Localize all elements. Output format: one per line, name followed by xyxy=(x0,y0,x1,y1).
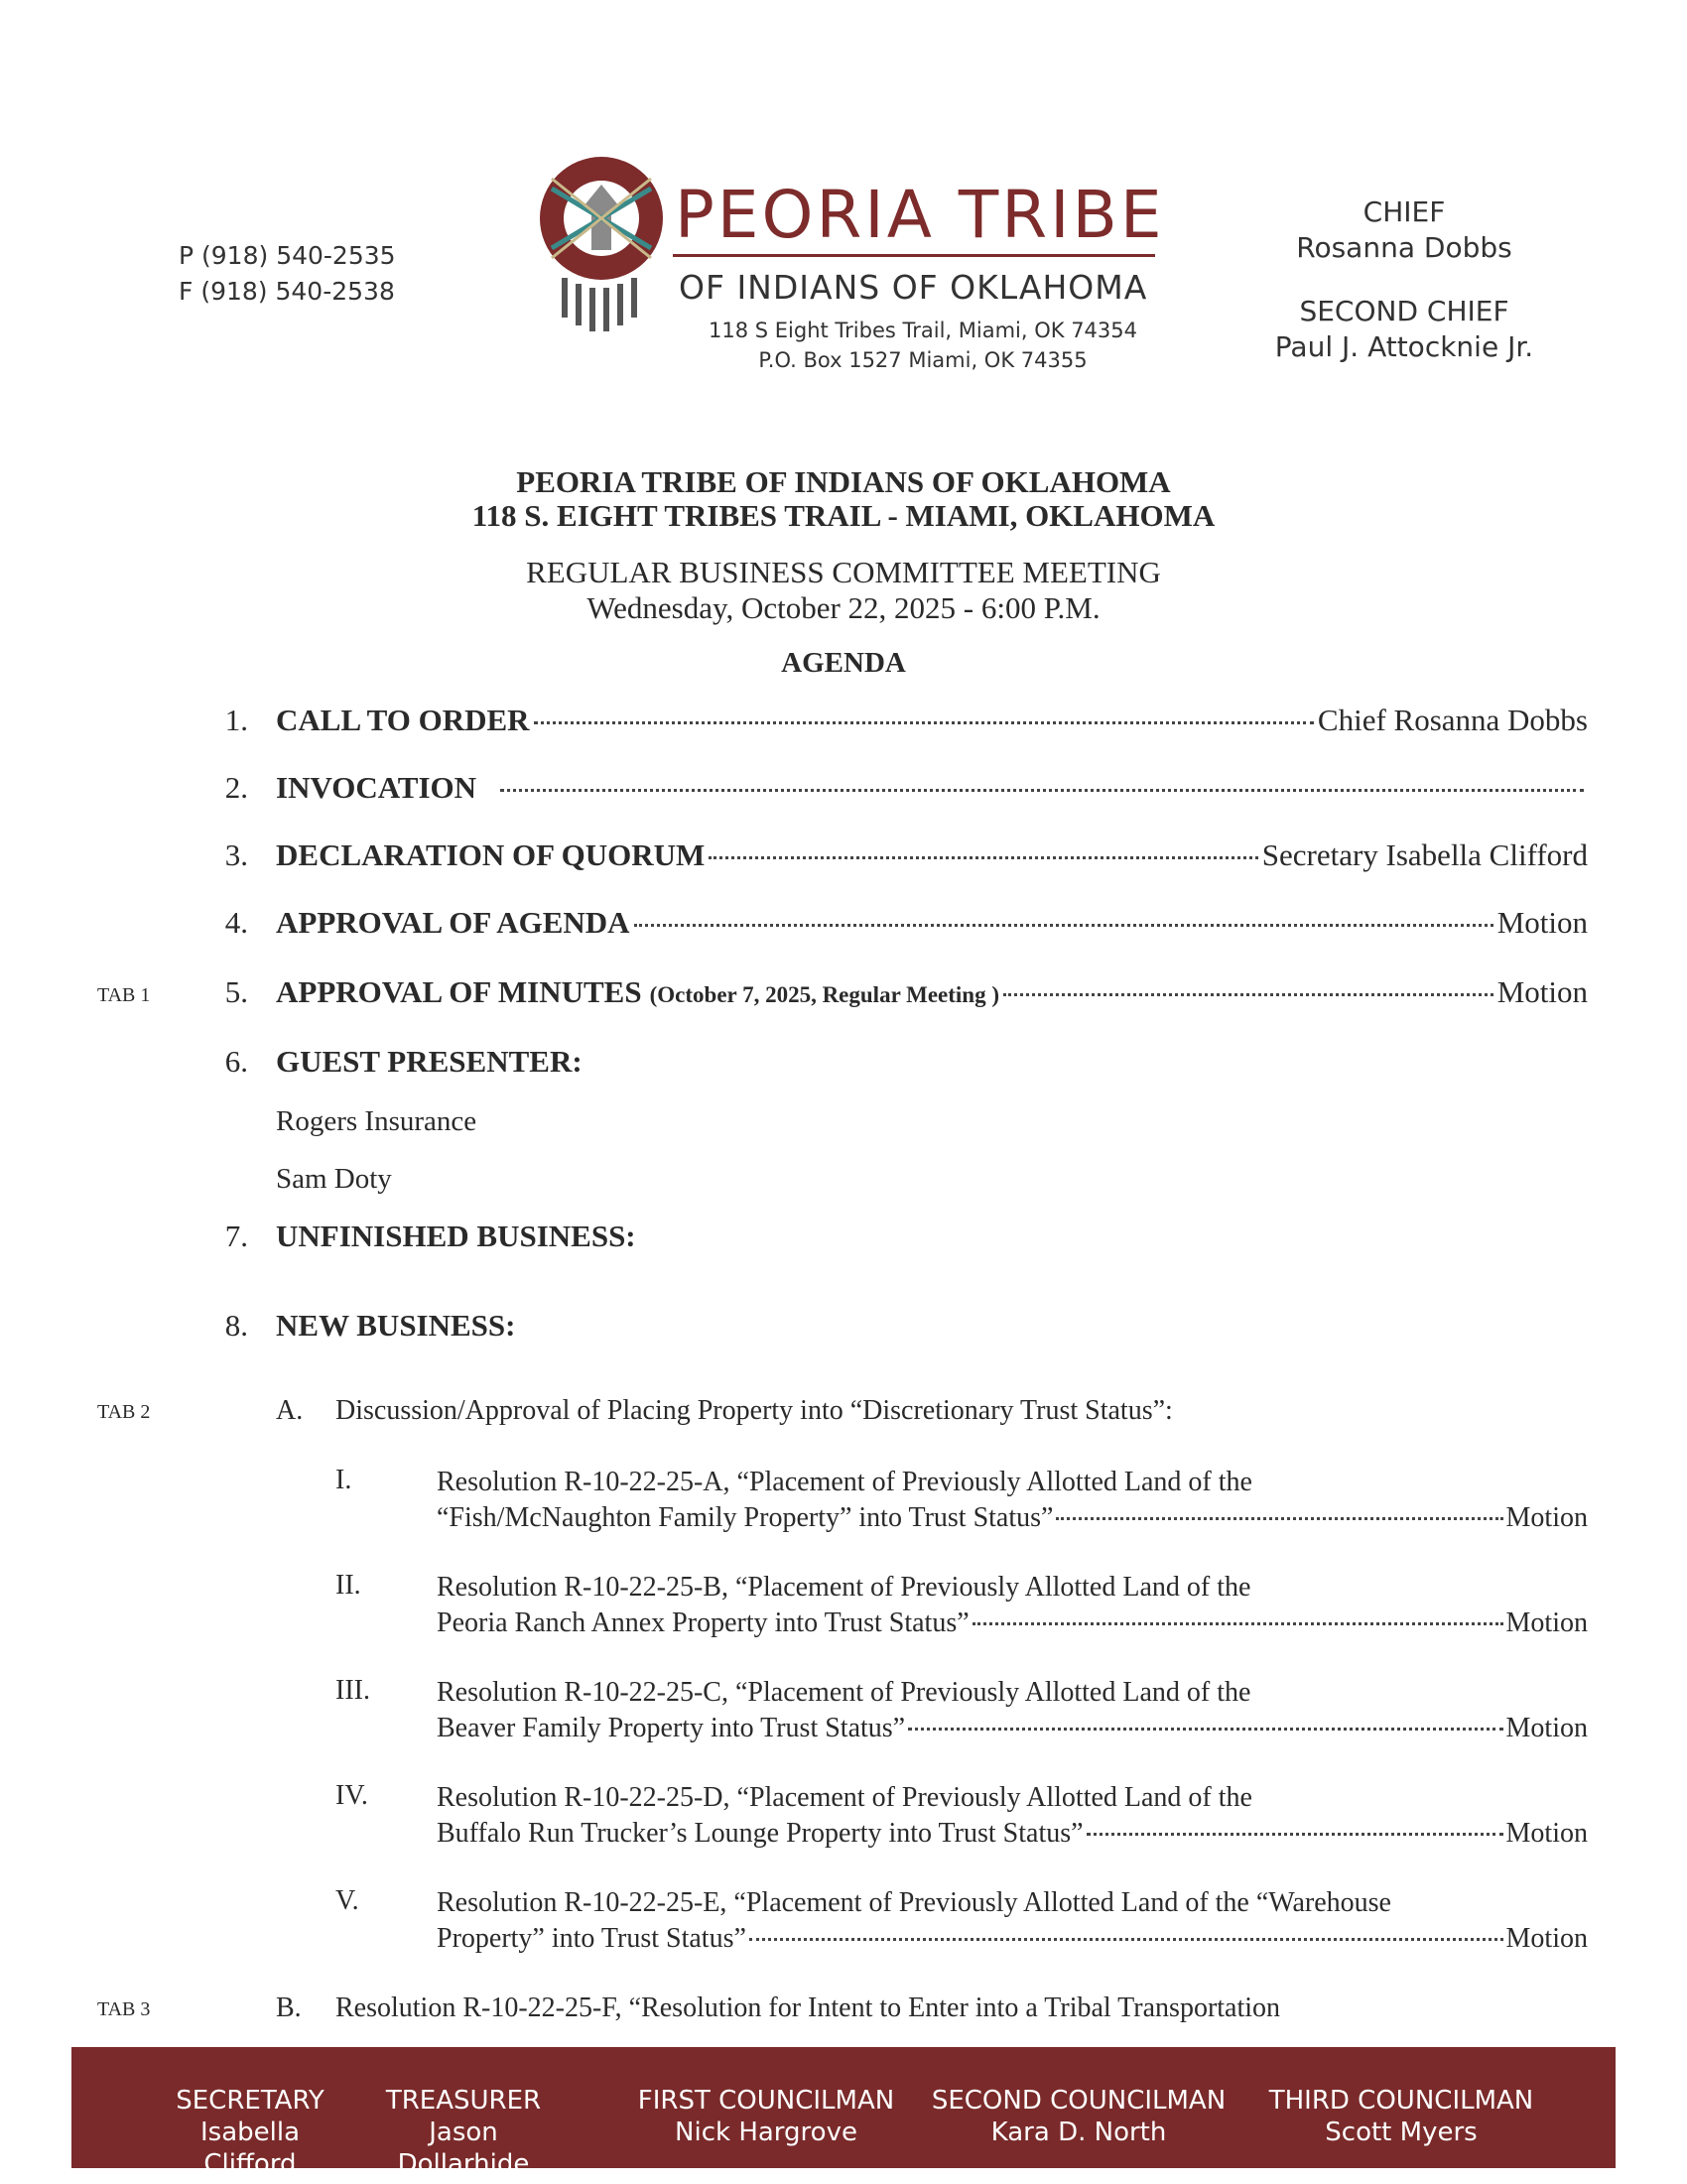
address-heading: 118 S. EIGHT TRIBES TRAIL - MIAMI, OKLAHOMA xyxy=(471,498,1216,533)
resolution-line1: Resolution R-10-22-25-A, “Placement of Previously Allotted Land of the xyxy=(437,1467,1252,1497)
po-box: P.O. Box 1527 Miami, OK 74355 xyxy=(758,348,1088,372)
leader-dots xyxy=(709,856,1257,859)
second-chief-title: SECOND CHIEF xyxy=(1299,295,1509,327)
item-presenter: Secretary Isabella Clifford xyxy=(1261,837,1588,872)
fax-number: F (918) 540-2538 xyxy=(179,277,395,306)
roman-numeral: II. xyxy=(335,1570,361,1601)
leader-dots xyxy=(908,1728,1502,1731)
guest-presenter: Rogers Insurance xyxy=(276,1105,477,1137)
tab-marker: TAB 2 xyxy=(97,1401,151,1423)
guest-presenter: Sam Doty xyxy=(276,1163,392,1195)
resolution-line1: Resolution R-10-22-25-D, “Placement of Previously Allotted Land of the xyxy=(437,1782,1252,1813)
leader-dots xyxy=(500,789,1584,792)
resolution-line2-row xyxy=(437,1500,1588,1536)
resolution-item xyxy=(437,1465,1588,1536)
roman-numeral: I. xyxy=(335,1465,352,1495)
officer-title: TREASURER xyxy=(385,2086,542,2116)
item-label: GUEST PRESENTER: xyxy=(276,1044,583,1079)
agenda-item xyxy=(198,905,1588,949)
sub-item-text: Discussion/Approval of Placing Property into “Discretionary Trust Status”: xyxy=(335,1395,1173,1426)
item-number: 8. xyxy=(224,1308,248,1343)
item-label: NEW BUSINESS: xyxy=(276,1308,516,1343)
item-row xyxy=(276,703,1588,738)
resolution-action: Motion xyxy=(1505,1818,1588,1849)
leader-dots xyxy=(973,1622,1503,1625)
roman-numeral: V. xyxy=(335,1885,359,1916)
item-note: (October 7, 2025, Regular Meeting ) xyxy=(649,982,999,1007)
officer-name: Kara D. North xyxy=(990,2118,1167,2147)
resolution-action: Motion xyxy=(1505,1502,1588,1533)
sub-letter: A. xyxy=(276,1395,304,1426)
street-address: 118 S Eight Tribes Trail, Miami, OK 74354 xyxy=(709,319,1137,342)
officer-title: THIRD COUNCILMAN xyxy=(1268,2086,1534,2116)
org-heading: PEORIA TRIBE OF INDIANS OF OKLAHOMA xyxy=(516,464,1171,499)
contact-numbers xyxy=(179,238,396,310)
item-presenter: Chief Rosanna Dobbs xyxy=(1317,703,1588,737)
footer-officer xyxy=(915,2085,1242,2148)
item-number: 4. xyxy=(224,905,248,940)
tab-marker: TAB 1 xyxy=(97,984,151,1006)
resolution-item xyxy=(437,1780,1588,1852)
council-footer xyxy=(71,2047,1616,2179)
item-number: 1. xyxy=(224,703,248,737)
sub-letter: B. xyxy=(276,1992,302,2023)
resolution-action: Motion xyxy=(1505,1923,1588,1954)
chief-name: Rosanna Dobbs xyxy=(1296,231,1512,264)
phone-number: P (918) 540-2535 xyxy=(179,241,396,270)
resolution-line2-row xyxy=(437,1711,1588,1746)
roman-numeral: IV. xyxy=(335,1780,368,1811)
item-number: 3. xyxy=(224,837,248,872)
officer-name: Isabella Clifford xyxy=(199,2118,301,2179)
footer-officer xyxy=(359,2085,568,2180)
meeting-type: REGULAR BUSINESS COMMITTEE MEETING xyxy=(526,555,1161,589)
resolution-line2: Beaver Family Property into Trust Status” xyxy=(437,1713,906,1743)
resolution-line1: Resolution R-10-22-25-E, “Placement of Previously Allotted Land of the “Warehouse xyxy=(437,1887,1391,1918)
agenda-item xyxy=(198,1219,1588,1262)
item-label: APPROVAL OF AGENDA xyxy=(276,905,630,940)
leader-dots xyxy=(1087,1833,1503,1836)
item-label: APPROVAL OF MINUTES xyxy=(276,974,642,1009)
resolution-item xyxy=(437,1675,1588,1746)
agenda-item xyxy=(198,703,1588,746)
footer-officer xyxy=(617,2085,915,2148)
resolution-line2-row xyxy=(437,1816,1588,1852)
brand-divider xyxy=(673,254,1155,257)
officer-name: Jason Dollarhide xyxy=(397,2118,530,2179)
brand-address xyxy=(635,316,1211,375)
footer-officer xyxy=(1242,2085,1560,2148)
agenda-heading: AGENDA xyxy=(781,647,906,679)
brand-title: PEORIA TRIBE xyxy=(675,177,1165,253)
resolution-line2-row xyxy=(437,1921,1588,1957)
resolution-line2: Buffalo Run Trucker’s Lounge Property into Trust Status” xyxy=(437,1818,1084,1849)
item-label: CALL TO ORDER xyxy=(276,703,530,737)
leader-dots xyxy=(634,924,1493,927)
agenda-item xyxy=(198,1308,1588,1351)
officer-name: Nick Hargrove xyxy=(675,2118,857,2147)
resolution-line2: Peoria Ranch Annex Property into Trust Status” xyxy=(437,1607,970,1638)
item-row xyxy=(276,837,1588,873)
item-number: 6. xyxy=(224,1044,248,1079)
meeting-datetime: Wednesday, October 22, 2025 - 6:00 P.M. xyxy=(586,590,1101,625)
officer-title: SECOND COUNCILMAN xyxy=(931,2086,1227,2116)
officer-name: Scott Myers xyxy=(1325,2118,1478,2147)
item-number: 7. xyxy=(224,1219,248,1253)
brand-subtitle: OF INDIANS OF OKLAHOMA xyxy=(679,268,1148,307)
item-action: Motion xyxy=(1496,974,1588,1009)
resolution-line1: Resolution R-10-22-25-B, “Placement of Previously Allotted Land of the xyxy=(437,1572,1251,1603)
second-chief-block xyxy=(1270,294,1538,365)
item-label: INVOCATION xyxy=(276,770,477,805)
item-row xyxy=(276,974,1588,1010)
resolution-line2: Property” into Trust Status” xyxy=(437,1923,746,1954)
resolution-item xyxy=(437,1885,1588,1957)
second-chief-name: Paul J. Attocknie Jr. xyxy=(1274,330,1534,363)
resolution-item xyxy=(437,1570,1588,1641)
officer-title: FIRST COUNCILMAN xyxy=(637,2086,895,2116)
agenda-item xyxy=(198,837,1588,881)
leader-dots xyxy=(534,721,1314,724)
agenda-item xyxy=(198,770,1588,814)
leader-dots xyxy=(749,1938,1503,1941)
item-row xyxy=(276,905,1588,941)
resolution-line1: Resolution R-10-22-25-C, “Placement of Previously Allotted Land of the xyxy=(437,1677,1251,1708)
resolution-line2-row xyxy=(437,1606,1588,1641)
sub-item-text: Resolution R-10-22-25-F, “Resolution for Intent to Enter into a Tribal Transportation xyxy=(335,1992,1281,2023)
leader-dots xyxy=(1056,1517,1502,1520)
tab-marker: TAB 3 xyxy=(97,1998,151,2020)
resolution-line2: “Fish/McNaughton Family Property” into Trust Status” xyxy=(437,1502,1054,1533)
item-row xyxy=(276,770,1588,806)
item-number: 5. xyxy=(224,974,248,1009)
footer-officer xyxy=(151,2085,349,2180)
resolution-action: Motion xyxy=(1505,1607,1588,1638)
agenda-item xyxy=(198,974,1588,1018)
leader-dots xyxy=(1003,993,1493,996)
roman-numeral: III. xyxy=(335,1675,370,1706)
item-label: UNFINISHED BUSINESS: xyxy=(276,1219,636,1253)
item-action: Motion xyxy=(1496,905,1588,940)
officer-title: SECRETARY xyxy=(176,2086,324,2116)
chief-title: CHIEF xyxy=(1363,195,1446,228)
resolution-action: Motion xyxy=(1505,1713,1588,1743)
chief-block xyxy=(1270,194,1538,266)
agenda-item xyxy=(198,1044,1588,1088)
item-number: 2. xyxy=(224,770,248,805)
item-label: DECLARATION OF QUORUM xyxy=(276,837,706,872)
